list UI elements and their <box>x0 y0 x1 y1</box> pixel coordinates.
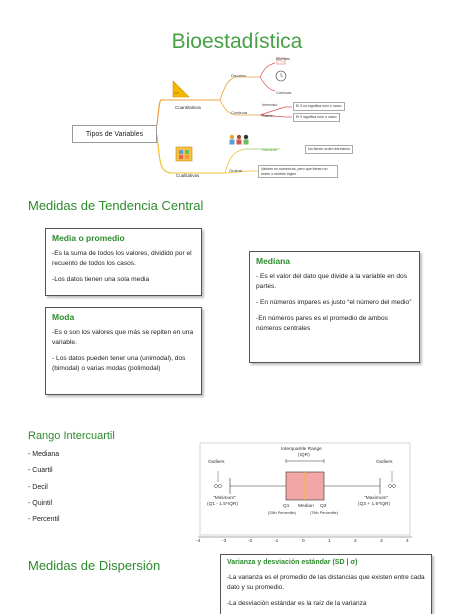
boxplot-outliers-right: Outliers <box>376 460 393 465</box>
list-item: - Percentil <box>28 516 60 524</box>
axis-tick: 0 <box>302 539 305 544</box>
boxplot-min-formula: (Q1 - 1.5*IQR) <box>207 502 238 507</box>
card-moda <box>45 307 202 395</box>
axis-tick: 1 <box>328 539 331 544</box>
mindmap-icon-discretas: Discretas <box>276 57 291 61</box>
axis-tick: 2 <box>354 539 357 544</box>
mindmap-intervalo-desc: El 0 no significa nulo o vacío <box>293 102 345 111</box>
boxplot-iqr-label: Interquartile Range <box>281 447 322 452</box>
section-tendencia-heading: Medidas de Tendencia Central <box>28 198 204 213</box>
boxplot-max-label: "Maximum" <box>364 496 389 501</box>
axis-tick: -4 <box>196 539 201 544</box>
card-varianza-text-2: -La desviación estándar es la raíz de la varianza <box>227 599 367 607</box>
mindmap-icon-continuas: Continuas <box>276 91 292 95</box>
card-media-text-1: -Es la suma de todos los valores, dividido por el recuento de todos los casos. <box>52 250 192 267</box>
card-media <box>45 228 202 296</box>
card-varianza <box>220 554 432 614</box>
boxplot-q3: Q3 <box>320 504 327 509</box>
card-moda-text-2: - Los datos pueden tener una (unimodal), dos (bimodal) o varias modas (polimodal) <box>52 354 186 372</box>
mindmap-razon: Razón <box>262 113 274 118</box>
axis-tick: -2 <box>248 539 253 544</box>
mindmap-continua: Continua <box>231 110 248 115</box>
axis-tick: 4 <box>406 539 409 544</box>
mindmap-qualitative: Cualitativas <box>176 173 200 178</box>
axis-tick: 3 <box>380 539 383 544</box>
axis-tick: -1 <box>274 539 279 544</box>
page-title: Bioestadística <box>171 30 303 53</box>
section-rango-heading: Rango Intercuartil <box>28 430 115 442</box>
card-media-title: Media o promedio <box>52 233 125 243</box>
list-item: - Quintil <box>28 499 53 507</box>
boxplot-iqr-abbr: (IQR) <box>298 453 310 458</box>
card-mediana-title: Mediana <box>256 256 291 266</box>
section-dispersion-heading: Medidas de Dispersión <box>28 558 161 573</box>
list-item: - Mediana <box>28 451 60 458</box>
boxplot-outliers-left: Outliers <box>208 460 225 465</box>
mindmap-ordinal-desc: Valores no numéricos, pero que tienen un orden o sentido lógico <box>258 165 338 178</box>
card-mediana-text-1: - Es el valor del dato que divide a la variable en dos partes. <box>256 273 408 290</box>
card-moda-title: Moda <box>52 312 75 322</box>
card-mediana-text-2: - En números impares es justo “el número del medio” <box>256 298 412 306</box>
mindmap-ordinal: Ordinal <box>229 168 242 173</box>
card-varianza-text-1: -La varianza es el promedio de las distancias que existen entre cada dato y su promedio. <box>227 574 425 591</box>
mindmap-razon-desc: El 0 significa nulo o vacío <box>293 113 340 122</box>
axis-tick: -3 <box>222 539 227 544</box>
mindmap-discreta: Discreta <box>231 73 246 78</box>
mindmap-intervalo: Intervalo <box>262 102 278 107</box>
mindmap-root: Tipos de Variables <box>72 125 157 143</box>
boxplot-min-label: "Minimum" <box>213 496 236 501</box>
boxplot-p25: (25th Percentile) <box>268 511 296 515</box>
mindmap-nominal-desc: No tienen orden intrínseco <box>305 145 353 154</box>
card-mediana <box>249 251 420 363</box>
card-varianza-title: Varianza y desviación estándar (SD | σ) <box>227 559 358 566</box>
card-mediana-text-3: -En números pares es el promedio de ambos números centrales <box>256 314 388 332</box>
boxplot-median: Median <box>298 504 314 509</box>
card-media-text-2: -Los datos tienen una sola media <box>52 275 150 283</box>
boxplot-max-formula: (Q3 + 1.5*IQR) <box>358 502 391 507</box>
list-item: - Cuartil <box>28 467 53 475</box>
boxplot-q1: Q1 <box>283 504 290 509</box>
boxplot-p75: (75th Percentile) <box>310 511 338 515</box>
card-moda-text-1: -Es o son los valores que más se repiten en una variable. <box>52 329 194 346</box>
list-item: - Decil <box>28 483 48 491</box>
mindmap-nominal: Nominal <box>262 147 277 152</box>
mindmap-quantitative: Cuantitativas <box>175 105 202 110</box>
rango-list <box>28 451 60 532</box>
